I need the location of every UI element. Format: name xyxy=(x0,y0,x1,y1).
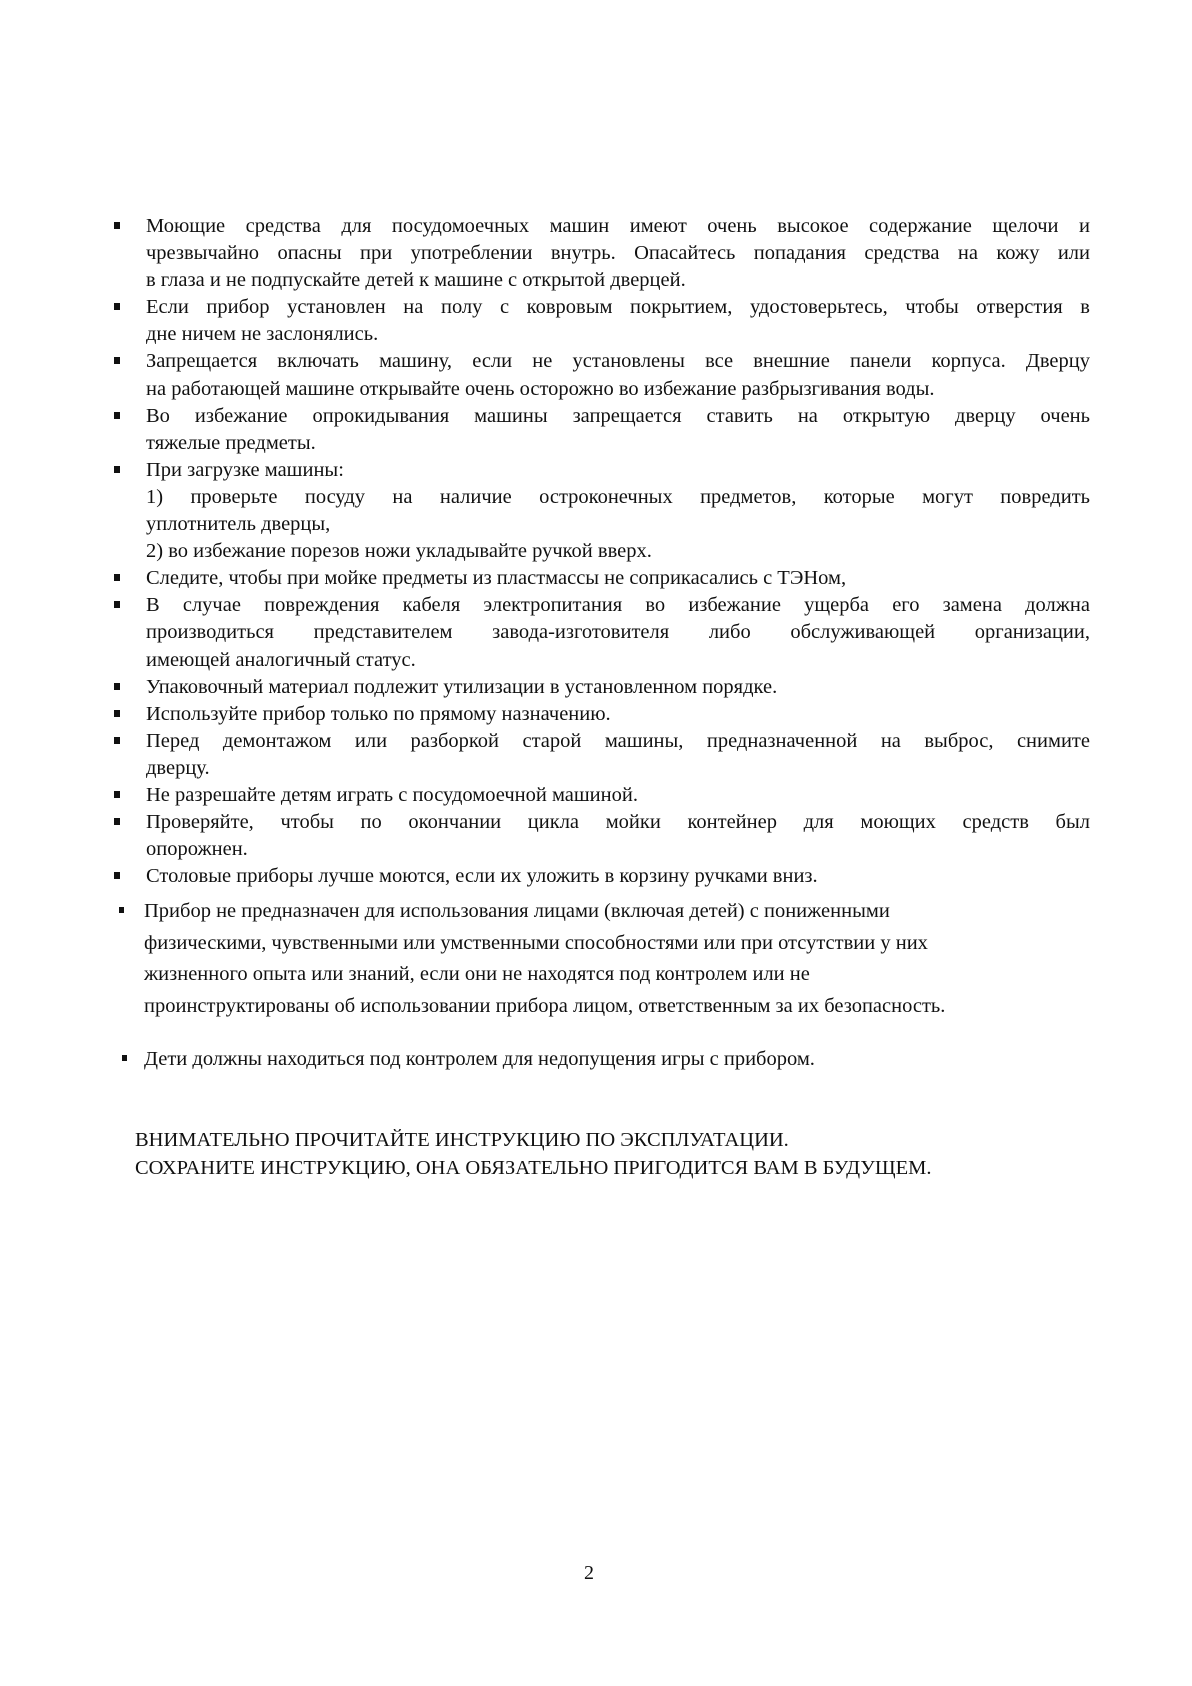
item-line: Прибор не предназначен для использования лицами (включая детей) с пониженными xyxy=(144,900,890,922)
list-item xyxy=(114,809,1090,863)
item-line: чрезвычайно опасны при употреблении внутрь. Опасайтесь попадания средства на кожу или xyxy=(146,242,1090,265)
item-line: При загрузке машины: xyxy=(146,458,344,481)
item-line: Перед демонтажом или разборкой старой машины, предназначенной на выброс, снимите xyxy=(146,729,1090,752)
bullet-icon xyxy=(114,872,120,879)
list-item xyxy=(119,896,1099,1022)
item-line: 2) во избежание порезов ножи укладывайте ручкой вверх. xyxy=(146,540,652,563)
list-item xyxy=(114,565,1090,592)
bullet-icon xyxy=(122,1055,127,1061)
item-line: проинструктированы об использовании прибора лицом, ответственным за их безопасность. xyxy=(144,994,946,1017)
bullet-icon xyxy=(114,466,120,473)
item-line: производиться представителем завода-изготовителя либо обслуживающей организации, xyxy=(146,621,1090,644)
item-line: Не разрешайте детям играть с посудомоечной машиной. xyxy=(146,783,638,806)
list-item xyxy=(114,213,1090,294)
item-line: 1) проверьте посуду на наличие остроконечных предметов, которые могут повредить xyxy=(146,485,1090,508)
bullet-icon xyxy=(114,412,120,419)
notice xyxy=(135,1126,931,1182)
safety-item-children xyxy=(122,1045,1022,1073)
bullet-icon xyxy=(114,683,120,690)
list-item xyxy=(114,728,1090,782)
bullet-icon xyxy=(114,222,120,229)
item-line: Во избежание опрокидывания машины запрещается ставить на открытую дверцу очень xyxy=(146,404,1090,427)
item-line: Столовые приборы лучше моются, если их уложить в корзину ручками вниз. xyxy=(146,865,818,888)
list-item xyxy=(114,701,1090,728)
notice-line: СОХРАНИТЕ ИНСТРУКЦИЮ, ОНА ОБЯЗАТЕЛЬНО ПРИГОДИТСЯ ВАМ В БУДУЩЕМ. xyxy=(135,1157,932,1179)
safety-list xyxy=(114,213,1090,890)
list-item xyxy=(114,294,1090,348)
item-line: тяжелые предметы. xyxy=(146,431,316,454)
list-item xyxy=(114,782,1090,809)
item-line: Проверяйте, чтобы по окончании цикла мойки контейнер для моющих средств был xyxy=(146,811,1090,834)
bullet-icon xyxy=(114,303,120,310)
item-line: имеющей аналогичный статус. xyxy=(146,648,416,671)
bullet-icon xyxy=(114,737,120,744)
bullet-icon xyxy=(114,818,120,825)
item-line: Моющие средства для посудомоечных машин имеют очень высокое содержание щелочи и xyxy=(146,215,1090,237)
list-item xyxy=(114,863,1090,890)
list-item xyxy=(114,674,1090,701)
item-line: опорожнен. xyxy=(146,838,248,861)
item-line: Упаковочный материал подлежит утилизации в установленном порядке. xyxy=(146,675,778,698)
bullet-icon xyxy=(114,791,120,798)
item-line: в глаза и не подпускайте детей к машине с открытой дверцей. xyxy=(146,269,686,292)
list-item xyxy=(114,403,1090,457)
item-line: дне ничем не заслонялись. xyxy=(146,323,379,346)
item-line: дверцу. xyxy=(146,756,210,779)
list-item xyxy=(114,457,1090,565)
item-line: Запрещается включать машину, если не установлены все внешние панели корпуса. Дверцу xyxy=(146,350,1090,373)
bullet-icon xyxy=(114,357,120,364)
bullet-icon xyxy=(114,710,120,717)
list-item xyxy=(114,348,1090,402)
notice-line: ВНИМАТЕЛЬНО ПРОЧИТАЙТЕ ИНСТРУКЦИЮ ПО ЭКСПЛУАТАЦИИ. xyxy=(135,1129,789,1151)
item-line: Следите, чтобы при мойке предметы из пластмассы не соприкасались с ТЭНом, xyxy=(146,567,847,590)
item-line: жизненного опыта или знаний, если они не находятся под контролем или не xyxy=(144,963,810,985)
bullet-icon xyxy=(114,601,120,608)
list-item xyxy=(122,1045,1022,1073)
safety-item-incapable-persons xyxy=(119,896,1099,1022)
item-line: Если прибор установлен на полу с ковровым покрытием, удостоверьтесь, чтобы отверстия в xyxy=(146,296,1090,319)
list-item xyxy=(114,592,1090,673)
item-line: Дети должны находиться под контролем для недопущения игры с прибором. xyxy=(144,1048,815,1070)
bullet-icon xyxy=(119,907,124,913)
page-number: 2 xyxy=(584,1562,594,1584)
item-line: Используйте прибор только по прямому назначению. xyxy=(146,702,611,725)
item-line: физическими, чувственными или умственными способностями или при отсутствии у них xyxy=(144,931,928,954)
bullet-icon xyxy=(114,574,120,581)
item-line: уплотнитель дверцы, xyxy=(146,513,331,536)
item-line: В случае повреждения кабеля электропитания во избежание ущерба его замена должна xyxy=(146,594,1090,617)
item-line: на работающей машине открывайте очень осторожно во избежание разбрызгивания воды. xyxy=(146,377,935,400)
